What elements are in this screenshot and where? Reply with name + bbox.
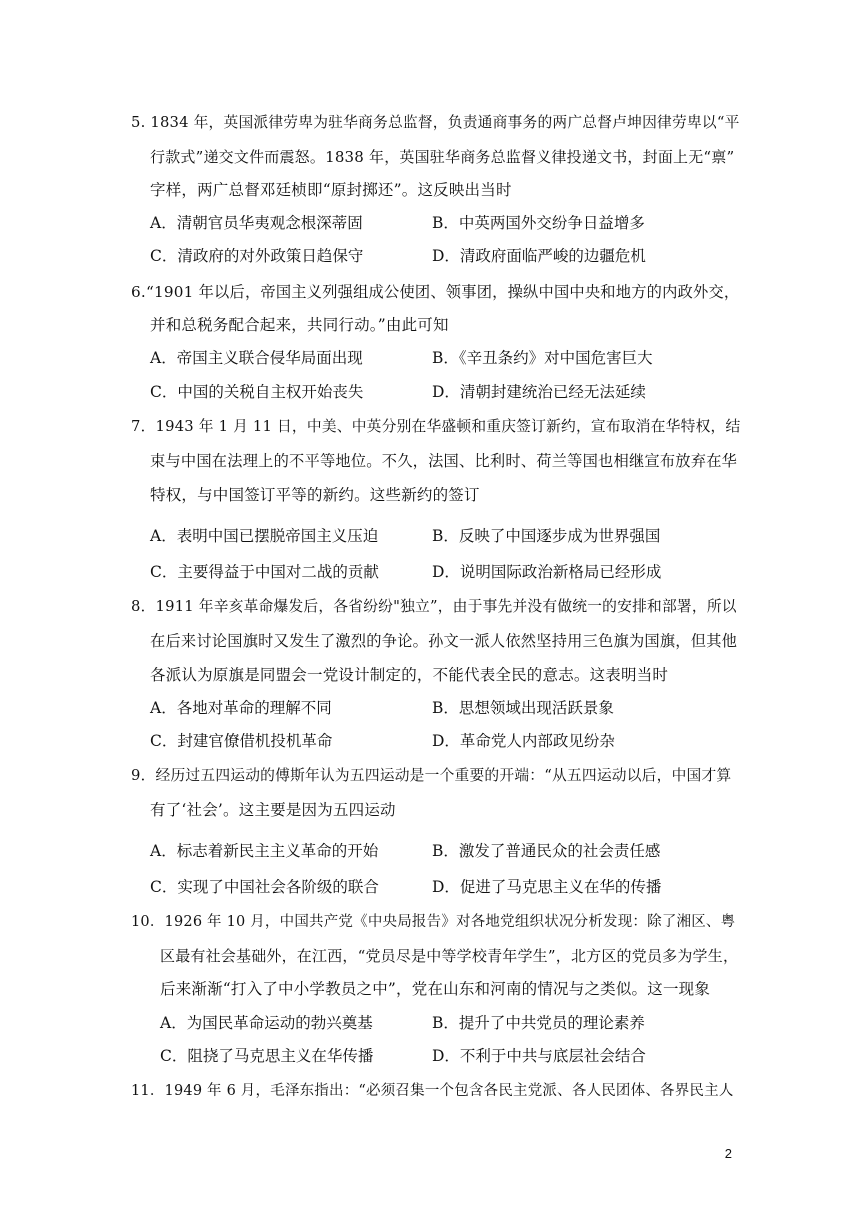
question-6-option-a: A．帝国主义联合侵华局面出现 xyxy=(150,349,363,367)
question-5-line-2: 行款式”递交文件而震怒。1838 年，英国驻华商务总监督义律投递文书，封面上无“禀” xyxy=(150,148,735,166)
question-7-line-2: 束与中国在法理上的不平等地位。不久，法国、比利时、荷兰等国也相继宣布放弃在华 xyxy=(150,452,738,470)
question-6-line-1: 6.“1901 年以后，帝国主义列强组成公使团、领事团，操纵中国中央和地方的内政外交， xyxy=(131,283,740,301)
question-8-option-c: C．封建官僚借机投机革命 xyxy=(150,732,333,750)
question-5-line-3: 字样，两广总督邓廷桢即“原封掷还”。这反映出当时 xyxy=(150,181,512,199)
question-7-option-a: A．表明中国已摆脱帝国主义压迫 xyxy=(150,527,379,545)
question-10-line-3: 后来渐渐“打入了中小学教员之中”，党在山东和河南的情况与之类似。这一现象 xyxy=(160,980,711,998)
question-8-line-1: 8．1911 年辛亥革命爆发后，各省纷纷"独立”，由于事先并没有做统一的安排和部署，所以 xyxy=(131,598,737,615)
question-9-line-1: 9．经历过五四运动的傅斯年认为五四运动是一个重要的开端：“从五四运动以后，中国才算 xyxy=(131,767,732,784)
question-8-line-3: 各派认为原旗是同盟会一党设计制定的，不能代表全民的意志。这表明当时 xyxy=(150,666,669,684)
question-5-option-c: C．清政府的对外政策日趋保守 xyxy=(150,247,364,265)
question-10-line-1: 10．1926 年 10 月，中国共产党《中央局报告》对各地党组织状况分析发现：除了湘区、粤 xyxy=(131,914,736,930)
question-6-option-d: D．清朝封建统治已经无法延续 xyxy=(432,383,646,401)
question-7-option-c: C．主要得益于中国对二战的贡献 xyxy=(150,563,379,581)
question-9-option-b: B．激发了普通民众的社会责任感 xyxy=(432,842,661,860)
question-8-option-d: D．革命党人内部政见纷杂 xyxy=(432,732,615,750)
question-8-line-2: 在后来讨论国旗时又发生了激烈的争论。孙文一派人依然坚持用三色旗为国旗，但其他 xyxy=(150,632,738,650)
question-6-option-c: C．中国的关税自主权开始丧失 xyxy=(150,383,364,401)
question-9-option-a: A．标志着新民主主义革命的开始 xyxy=(150,842,379,860)
question-10-option-b: B．提升了中共党员的理论素养 xyxy=(432,1014,645,1032)
question-10-option-a: A．为国民革命运动的勃兴奠基 xyxy=(160,1014,373,1032)
question-5-option-a: A．清朝官员华夷观念根深蒂固 xyxy=(150,214,363,232)
question-7-option-b: B．反映了中国逐步成为世界强国 xyxy=(432,527,661,545)
question-10-option-c: C．阻挠了马克思主义在华传播 xyxy=(160,1047,374,1065)
question-11-line-1: 11．1949 年 6 月，毛泽东指出：“必须召集一个包含各民主党派、各人民团体、各界民主人 xyxy=(131,1083,734,1099)
question-6-line-2: 并和总税务配合起来，共同行动。”由此可知 xyxy=(150,316,449,334)
question-9-line-2: 有了‘社会’。这主要是因为五四运动 xyxy=(150,801,396,819)
question-9-option-c: C．实现了中国社会各阶级的联合 xyxy=(150,878,379,896)
question-9-option-d: D．促进了马克思主义在华的传播 xyxy=(432,878,662,896)
question-5-option-d: D．清政府面临严峻的边疆危机 xyxy=(432,247,646,265)
question-10-option-d: D．不利于中共与底层社会结合 xyxy=(432,1047,646,1065)
question-8-option-a: A．各地对革命的理解不同 xyxy=(150,699,332,717)
question-7-option-d: D．说明国际政治新格局已经形成 xyxy=(432,563,662,581)
question-7-line-3: 特权，与中国签订平等的新约。这些新约的签订 xyxy=(150,486,480,504)
question-5-line-1: 5. 1834 年，英国派律劳卑为驻华商务总监督，负责通商事务的两广总督卢坤因律劳卑以“平 xyxy=(131,114,740,131)
question-6-option-b: B．《辛丑条约》对中国危害巨大 xyxy=(432,349,653,367)
question-8-option-b: B．思想领域出现活跃景象 xyxy=(432,699,614,717)
question-5-option-b: B．中英两国外交纷争日益增多 xyxy=(432,214,645,232)
question-10-line-2: 区最有社会基础外，在江西，“党员尽是中等学校青年学生”，北方区的党员多为学生， xyxy=(160,947,739,965)
page-number: 2 xyxy=(724,1146,732,1161)
question-7-line-1: 7．1943 年 1 月 11 日，中美、中英分别在华盛顿和重庆签订新约，宣布取消在华特权，结 xyxy=(131,418,741,435)
